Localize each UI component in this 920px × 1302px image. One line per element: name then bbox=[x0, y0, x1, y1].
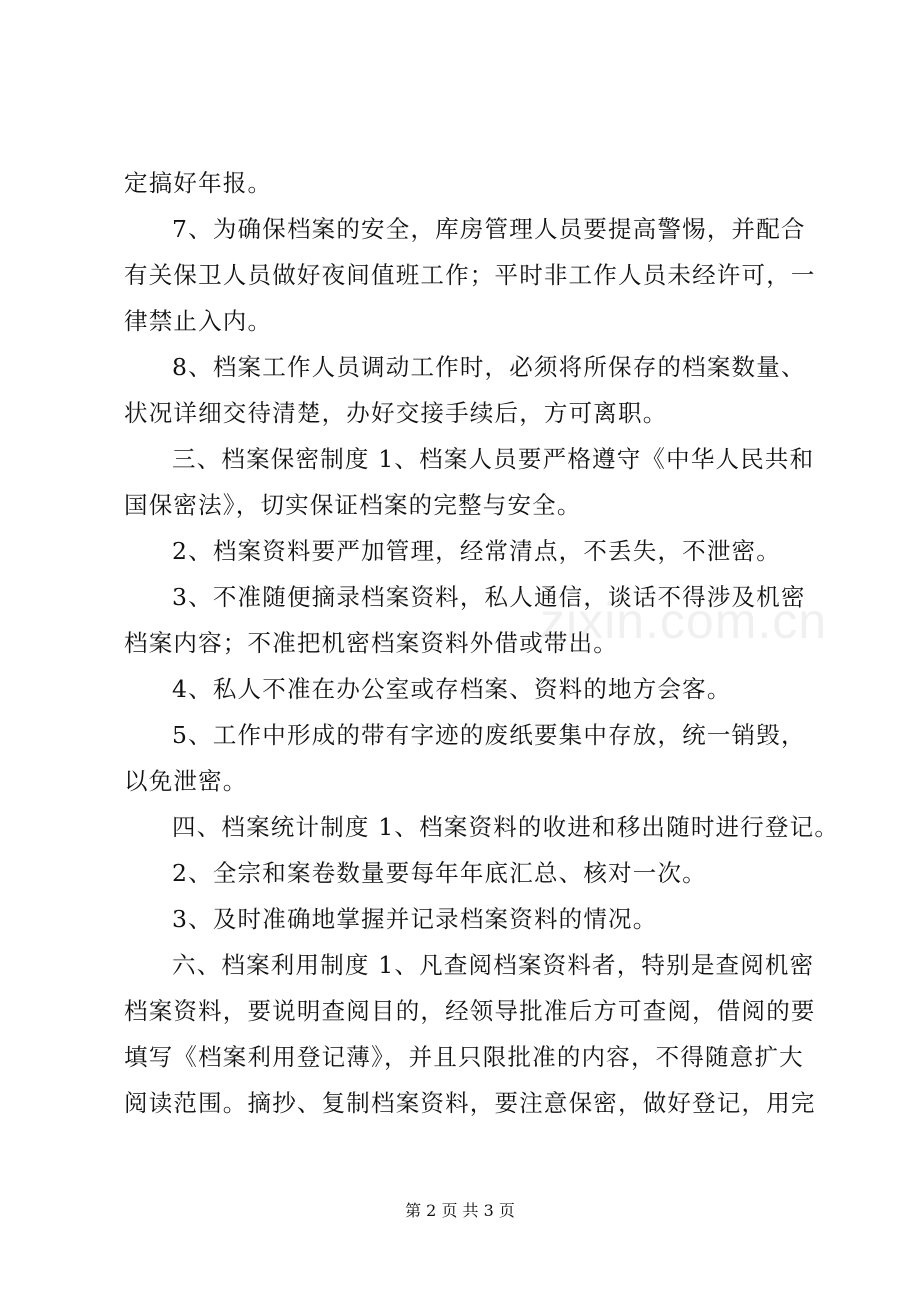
text-line: 六、档案利用制度 1、凡查阅档案资料者，特别是查阅机密 bbox=[172, 951, 815, 979]
text-line: 律禁止入内。 bbox=[124, 307, 273, 335]
text-line: 4、私人不准在办公室或存档案、资料的地方会客。 bbox=[172, 675, 732, 703]
text-line: 2、档案资料要严加管理，经常清点，不丢失，不泄密。 bbox=[172, 537, 781, 565]
text-line: 档案内容；不准把机密档案资料外借或带出。 bbox=[124, 629, 618, 657]
text-line: 状况详细交待清楚，办好交接手续后，方可离职。 bbox=[124, 399, 668, 427]
watermark: zixin.com.cn bbox=[540, 593, 828, 649]
text-line: 7、为确保档案的安全，库房管理人员要提高警惕，并配合 bbox=[172, 215, 806, 243]
document-body bbox=[124, 160, 840, 1126]
text-line: 5、工作中形成的带有字迹的废纸要集中存放，统一销毁， bbox=[172, 721, 806, 749]
text-line: 三、档案保密制度 1、档案人员要严格遵守《中华人民共和 bbox=[172, 445, 815, 473]
text-line: 阅读范围。摘抄、复制档案资料，要注意保密，做好登记，用完 bbox=[124, 1089, 816, 1117]
page-footer: 第 2 页 共 3 页 bbox=[405, 1201, 515, 1220]
text-line: 四、档案统计制度 1、档案资料的收进和移出随时进行登记。 bbox=[172, 813, 840, 841]
text-line: 有关保卫人员做好夜间值班工作；平时非工作人员未经许可，一 bbox=[124, 261, 816, 289]
text-line: 3、不准随便摘录档案资料，私人通信，谈话不得涉及机密 bbox=[172, 583, 806, 611]
text-line: 填写《档案利用登记薄》，并且只限批准的内容，不得随意扩大 bbox=[124, 1043, 804, 1071]
text-line: 以免泄密。 bbox=[124, 767, 248, 795]
text-line: 8、档案工作人员调动工作时，必须将所保存的档案数量、 bbox=[172, 353, 806, 381]
text-line: 2、全宗和案卷数量要每年年底汇总、核对一次。 bbox=[172, 859, 707, 887]
text-line: 档案资料，要说明查阅目的，经领导批准后方可查阅，借阅的要 bbox=[124, 997, 816, 1025]
text-line: 3、及时准确地掌握并记录档案资料的情况。 bbox=[172, 905, 658, 933]
text-line: 国保密法》，切实保证档案的完整与安全。 bbox=[124, 491, 582, 519]
text-line: 定搞好年报。 bbox=[124, 169, 273, 197]
